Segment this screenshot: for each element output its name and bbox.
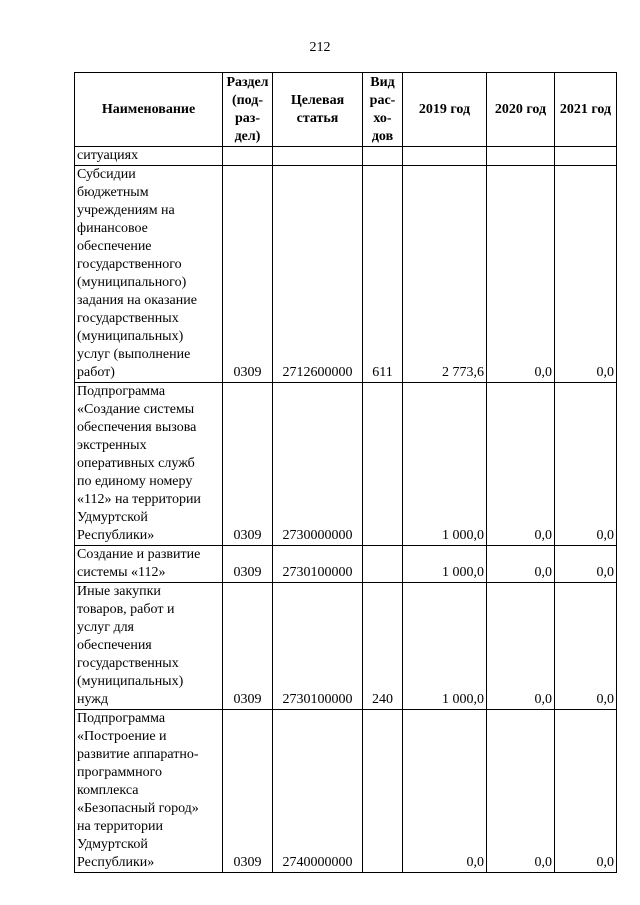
cell-target: 2730100000: [273, 583, 363, 710]
cell-expense-type: [363, 383, 403, 546]
table-row: [75, 710, 617, 873]
cell-y2020: 0,0: [487, 546, 555, 583]
cell-section: 0309: [223, 166, 273, 383]
page-number: 212: [309, 40, 331, 55]
table-row: [75, 166, 617, 383]
cell-target: 2740000000: [273, 710, 363, 873]
header-section: Раздел (под- раз- дел): [223, 73, 273, 147]
table-row: [75, 546, 617, 583]
cell-name: Подпрограмма «Построение и развитие аппаратно- программного комплекса «Безопасный город» на территории Удмуртской Республики»: [75, 710, 223, 873]
cell-name: Иные закупки товаров, работ и услуг для обеспечения государственных (муниципальных) нужд: [75, 583, 223, 710]
cell-section: 0309: [223, 710, 273, 873]
cell-y2021: 0,0: [555, 383, 617, 546]
cell-y2020: 0,0: [487, 710, 555, 873]
header-name: Наименование: [75, 73, 223, 147]
table-header-row: [75, 73, 617, 147]
cell-section: [223, 147, 273, 166]
cell-y2020: 0,0: [487, 383, 555, 546]
cell-section: 0309: [223, 383, 273, 546]
cell-y2021: 0,0: [555, 546, 617, 583]
header-2021: 2021 год: [555, 73, 617, 147]
header-expense-type: Вид рас- хо- дов: [363, 73, 403, 147]
cell-y2019: [403, 147, 487, 166]
table-row: [75, 583, 617, 710]
cell-expense-type: [363, 710, 403, 873]
cell-expense-type: [363, 546, 403, 583]
cell-name: Субсидии бюджетным учреждениям на финансовое обеспечение государственного (муниципального) задания на оказание государственных (муниципальных) услуг (выполнение работ): [75, 166, 223, 383]
cell-y2021: 0,0: [555, 583, 617, 710]
cell-y2019: 1 000,0: [403, 583, 487, 710]
cell-expense-type: 240: [363, 583, 403, 710]
cell-name: ситуациях: [75, 147, 223, 166]
table-row: [75, 147, 617, 166]
cell-y2020: [487, 147, 555, 166]
cell-expense-type: 611: [363, 166, 403, 383]
cell-target: 2712600000: [273, 166, 363, 383]
cell-expense-type: [363, 147, 403, 166]
cell-y2019: 2 773,6: [403, 166, 487, 383]
cell-y2021: 0,0: [555, 710, 617, 873]
header-2020: 2020 год: [487, 73, 555, 147]
cell-y2021: [555, 147, 617, 166]
cell-target: [273, 147, 363, 166]
cell-target: 2730100000: [273, 546, 363, 583]
cell-y2020: 0,0: [487, 583, 555, 710]
cell-y2021: 0,0: [555, 166, 617, 383]
cell-section: 0309: [223, 546, 273, 583]
budget-table: [74, 72, 617, 873]
cell-y2019: 0,0: [403, 710, 487, 873]
cell-name: Создание и развитие системы «112»: [75, 546, 223, 583]
cell-y2020: 0,0: [487, 166, 555, 383]
cell-target: 2730000000: [273, 383, 363, 546]
cell-section: 0309: [223, 583, 273, 710]
cell-name: Подпрограмма «Создание системы обеспечения вызова экстренных оперативных служб по единому номеру «112» на территории Удмуртской Республики»: [75, 383, 223, 546]
header-target: Целевая статья: [273, 73, 363, 147]
table-row: [75, 383, 617, 546]
header-2019: 2019 год: [403, 73, 487, 147]
cell-y2019: 1 000,0: [403, 546, 487, 583]
cell-y2019: 1 000,0: [403, 383, 487, 546]
